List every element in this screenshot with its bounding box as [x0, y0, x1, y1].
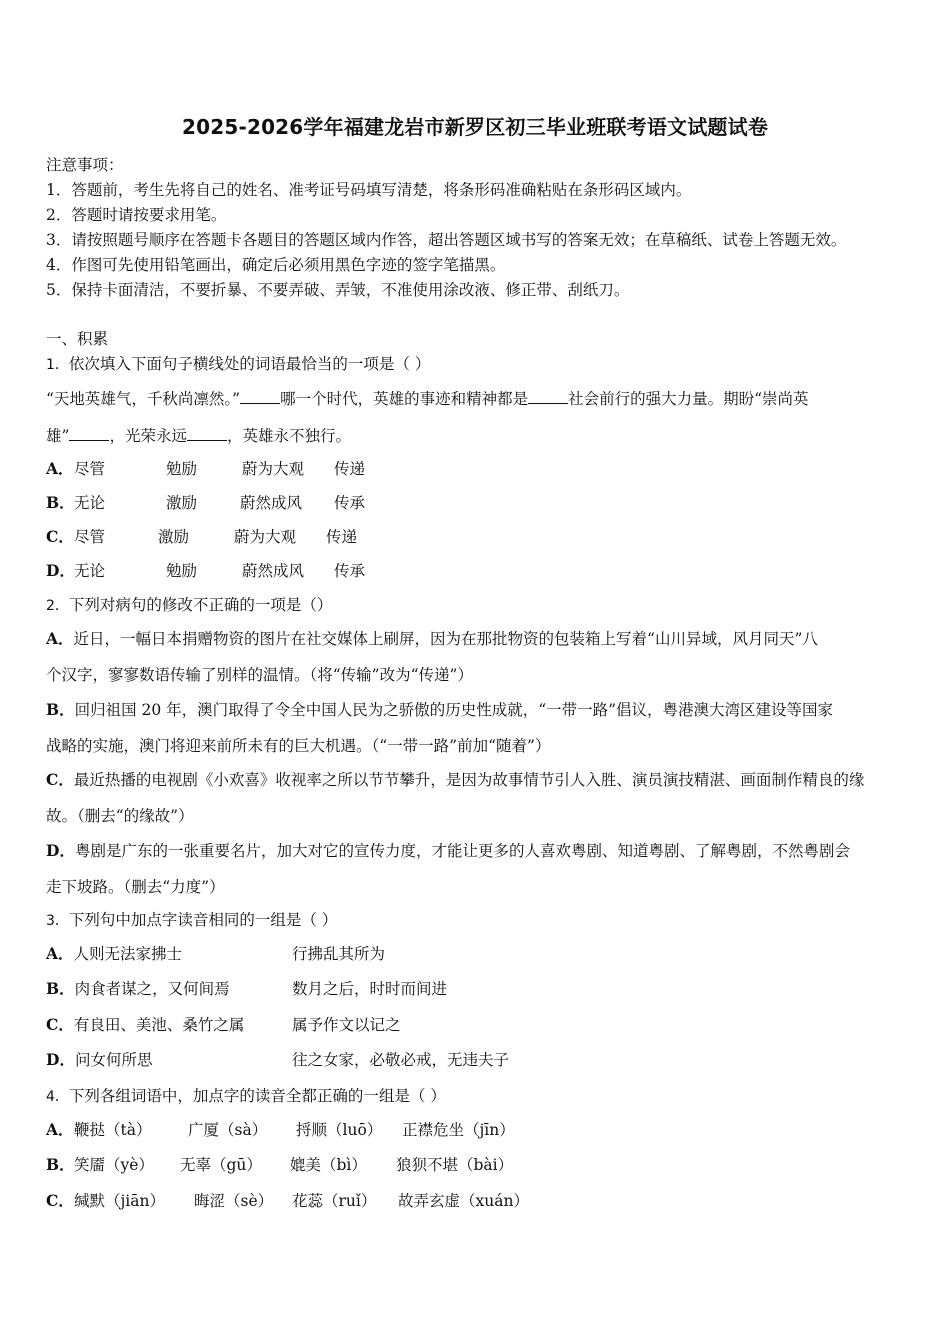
question-1-passage-line	[46, 387, 809, 409]
question-1-stem	[46, 352, 430, 374]
option-label: D．	[46, 841, 75, 860]
option-word: 激励	[166, 494, 198, 512]
option-label: D．	[46, 1050, 75, 1069]
option-left-sentence: 有良田、美池、桑竹之属	[73, 1016, 245, 1034]
option-label: A．	[46, 629, 74, 648]
notice-item: 2．答题时请按要求用笔。	[46, 206, 227, 224]
option-c	[46, 525, 358, 547]
option-right-sentence: 属予作文以记之	[292, 1016, 401, 1034]
option-c	[46, 1013, 401, 1035]
option-text: 粤剧是广东的一张重要名片，加大对它的宣传力度，才能让更多的人喜欢粤剧、知道粤剧、了解粤剧，不然粤剧会	[74, 842, 850, 860]
passage-text: 社会前行的强大力量。期盼“崇尚英	[568, 390, 809, 408]
option-label: C．	[46, 527, 74, 546]
notice-item: 1．答题前，考生先将自己的姓名、准考证号码填写清楚，将条形码准确粘贴在条形码区域内。	[46, 181, 692, 199]
option-d	[46, 559, 366, 581]
fill-blank	[528, 389, 568, 404]
option-word: 广厦（sà）	[188, 1121, 268, 1139]
option-text: 最近热播的电视剧《小欢喜》收视率之所以节节攀升，是因为故事情节引人入胜、演员演技精湛、画面制作精良的缘	[73, 771, 865, 789]
question-3-stem	[46, 908, 337, 930]
question-4-stem	[46, 1084, 446, 1106]
fill-blank	[187, 426, 227, 441]
question-text: 下列对病句的修改不正确的一项是（）	[68, 596, 333, 614]
notice-heading: 注意事项：	[46, 156, 124, 174]
question-2-stem	[46, 593, 332, 615]
option-a	[46, 1118, 515, 1140]
option-word: 故弄玄虚（xuán）	[398, 1192, 529, 1210]
option-word: 勉励	[166, 460, 198, 478]
option-label: A．	[46, 1120, 74, 1139]
passage-text: 雄”	[46, 427, 70, 445]
option-word: 正襟危坐（jīn）	[402, 1121, 515, 1139]
question-number: 2．	[46, 598, 69, 614]
option-word: 传承	[334, 494, 366, 512]
option-word: 无辜（gū）	[180, 1156, 262, 1174]
option-word: 激励	[158, 528, 190, 546]
option-label: A．	[46, 459, 74, 478]
passage-text: 哪一个时代，英雄的事迹和精神都是	[280, 390, 529, 408]
section-heading: 一、积累	[46, 330, 109, 348]
option-word: 缄默（jiān）	[74, 1192, 165, 1210]
option-word: 蔚然成风	[240, 494, 303, 512]
option-left-sentence: 问女何所思	[74, 1051, 153, 1069]
option-text-continuation: 个汉字，寥寥数语传输了别样的温情。（将“传输”改为“传递”）	[46, 666, 473, 684]
option-text-continuation: 走下坡路。（删去“力度”）	[46, 878, 225, 896]
option-b	[46, 1153, 514, 1175]
fill-blank	[69, 426, 109, 441]
option-b	[46, 491, 366, 513]
notice-item: 3．请按照题号顺序在答题卡各题目的答题区域内作答，超出答题区域书写的答案无效；在草稿纸、试卷上答题无效。	[46, 231, 847, 249]
notice-item: 5．保持卡面清洁，不要折暴、不要弄破、弄皱，不准使用涂改液、修正带、刮纸刀。	[46, 281, 630, 299]
option-word: 勉励	[166, 562, 198, 580]
question-1-passage-line	[46, 424, 351, 446]
question-number: 4．	[46, 1089, 69, 1105]
passage-text: ，英雄永不独行。	[226, 427, 351, 445]
page-title: 2025-2026学年福建龙岩市新罗区初三毕业班联考语文试题试卷	[181, 115, 769, 139]
option-word: 鞭挞（tà）	[74, 1121, 152, 1139]
option-word: 蔚为大观	[234, 528, 297, 546]
option-a	[46, 457, 366, 479]
option-b	[46, 698, 833, 720]
passage-text: ，光荣永远	[109, 427, 187, 445]
option-word: 无论	[74, 494, 106, 512]
option-label: C．	[46, 1191, 74, 1210]
option-c	[46, 768, 864, 790]
option-word: 媲美（bì）	[290, 1156, 367, 1174]
option-label: D．	[46, 561, 75, 580]
option-text: 近日，一幅日本捐赠物资的图片在社交媒体上刷屏，因为在那批物资的包装箱上写着“山川异域，风月同天”八	[73, 630, 818, 648]
option-text-continuation: 故。（删去“的缘故”）	[46, 807, 194, 825]
option-label: B．	[46, 1155, 75, 1174]
option-word: 捋顺（luō）	[296, 1121, 383, 1139]
option-a	[46, 627, 818, 649]
option-left-sentence: 人则无法家拂士	[73, 945, 183, 963]
option-left-sentence: 肉食者谋之，又何间焉	[74, 980, 230, 998]
option-right-sentence: 往之女家，必敬必戒，无违夫子	[292, 1051, 510, 1069]
option-label: B．	[46, 979, 75, 998]
option-word: 花蕊（ruǐ）	[292, 1192, 377, 1210]
option-label: B．	[46, 700, 75, 719]
option-word: 尽管	[74, 528, 106, 546]
option-b	[46, 977, 448, 999]
option-word: 晦涩（sè）	[194, 1192, 274, 1210]
option-word: 传递	[326, 528, 358, 546]
question-text: 下列各组词语中，加点字的读音全都正确的一组是（ ）	[68, 1087, 446, 1105]
option-word: 蔚为大观	[242, 460, 305, 478]
question-text: 下列句中加点字读音相同的一组是（ ）	[68, 911, 338, 929]
question-number: 1．	[46, 357, 69, 373]
option-d	[46, 839, 850, 861]
option-right-sentence: 行拂乱其所为	[292, 945, 386, 963]
question-number: 3．	[46, 913, 69, 929]
option-right-sentence: 数月之后，时时而间进	[292, 980, 448, 998]
option-text: 回归祖国 20 年，澳门取得了令全中国人民为之骄傲的历史性成就，“一带一路”倡议，粤港澳大湾区建设等国家	[74, 701, 834, 719]
option-word: 传递	[334, 460, 366, 478]
option-label: C．	[46, 770, 74, 789]
option-c	[46, 1189, 529, 1211]
option-label: C．	[46, 1015, 74, 1034]
option-label: A．	[46, 944, 74, 963]
notice-item: 4．作图可先使用铅笔画出，确定后必须用黑色字迹的签字笔描黑。	[46, 256, 506, 274]
fill-blank	[240, 389, 280, 404]
option-word: 狼狈不堪（bài）	[396, 1156, 514, 1174]
option-word: 笑靥（yè）	[74, 1156, 154, 1174]
option-a	[46, 942, 386, 964]
question-text: 依次填入下面句子横线处的词语最恰当的一项是（ ）	[68, 355, 431, 373]
option-text-continuation: 战略的实施，澳门将迎来前所未有的巨大机遇。（“一带一路”前加“随着”）	[46, 737, 551, 755]
option-label: B．	[46, 493, 75, 512]
option-word: 传承	[334, 562, 366, 580]
option-word: 无论	[74, 562, 106, 580]
passage-text: “天地英雄气，千秋尚凛然。”	[46, 390, 241, 408]
option-word: 蔚然成风	[242, 562, 305, 580]
option-d	[46, 1048, 510, 1070]
option-word: 尽管	[74, 460, 106, 478]
